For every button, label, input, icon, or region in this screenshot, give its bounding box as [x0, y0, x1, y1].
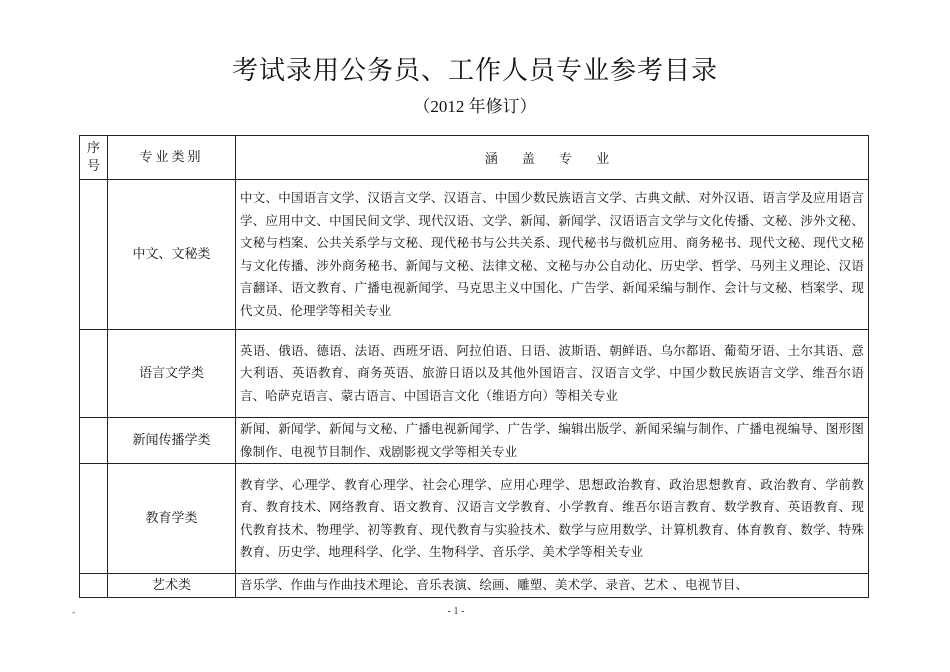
row-seq — [80, 464, 108, 574]
row-seq — [80, 574, 108, 598]
row-category: 中文、文秘类 — [108, 180, 236, 330]
row-seq — [80, 418, 108, 464]
table-row — [80, 418, 869, 464]
table-row — [80, 574, 869, 598]
table-row — [80, 464, 869, 574]
row-majors: 教育学、心理学、教育心理学、社会心理学、应用心理学、思想政治教育、政治思想教育、政治教育、学前教育、教育技术、网络教育、语文教育、汉语言文学教育、小学教育、维吾尔语言教育、数学教育、英语教育、现代教育技术、物理学、初等教育、现代教育与实验技术、数学与应用数学、计算机教育、体育教育、数学、特殊教育、历史学、地理科学、化学、生物科学、音乐学、美术学等相关专业 — [236, 464, 869, 574]
header-coverage: 涵 盖 专 业 — [236, 136, 869, 180]
row-majors: 新闻、新闻学、新闻与文秘、广播电视新闻学、广告学、编辑出版学、新闻采编与制作、广播电视编导、图形图像制作、电视节目制作、戏剧影视文学等相关专业 — [236, 418, 869, 464]
table-row — [80, 330, 869, 418]
row-category: 语言文学类 — [108, 330, 236, 418]
row-majors: 音乐学、作曲与作曲技术理论、音乐表演、绘画、雕塑、美术学、录音、艺术 、电视节目、 — [236, 574, 869, 598]
table-row — [80, 180, 869, 330]
row-category: 新闻传播学类 — [108, 418, 236, 464]
row-seq — [80, 180, 108, 330]
row-category: 教育学类 — [108, 464, 236, 574]
header-category: 专业类别 — [108, 136, 236, 180]
row-category: 艺术类 — [108, 574, 236, 598]
row-seq — [80, 330, 108, 418]
row-majors: 中文、中国语言文学、汉语言文学、汉语言、中国少数民族语言文学、古典文献、对外汉语、语言学及应用语言学、应用中文、中国民间文学、现代汉语、文学、新闻、新闻学、汉语语言文学与文化传播、文秘、涉外文秘、文秘与档案、公共关系学与文秘、现代秘书与公共关系、现代秘书与微机应用、商务秘书、现代文秘、现代文秘与文化传播、涉外商务秘书、新闻与文秘、法律文秘、文秘与办公自动化、历史学、哲学、马列主义理论、汉语言翻译、语文教育、广播电视新闻学、马克思主义中国化、广告学、新闻采编与制作、会计与文秘、档案学、现代文员、伦理学等相关专业 — [236, 180, 869, 330]
document-subtitle: （2012 年修订） — [413, 97, 537, 116]
footer-mark: - — [72, 608, 76, 618]
header-seq: 序号 — [80, 136, 108, 180]
table-header-row — [80, 136, 869, 180]
page-number: - 1 - — [447, 606, 465, 617]
row-majors: 英语、俄语、德语、法语、西班牙语、阿拉伯语、日语、波斯语、朝鲜语、乌尔都语、葡萄牙语、土尔其语、意大利语、英语教育、商务英语、旅游日语以及其他外国语言、汉语言文学、中国少数民族语言文学、维吾尔语言、哈萨克语言、蒙古语言、中国语言文化（维语方向）等相关专业 — [236, 330, 869, 418]
document-title: 考试录用公务员、工作人员专业参考目录 — [231, 56, 718, 86]
major-catalog-table — [79, 135, 869, 598]
